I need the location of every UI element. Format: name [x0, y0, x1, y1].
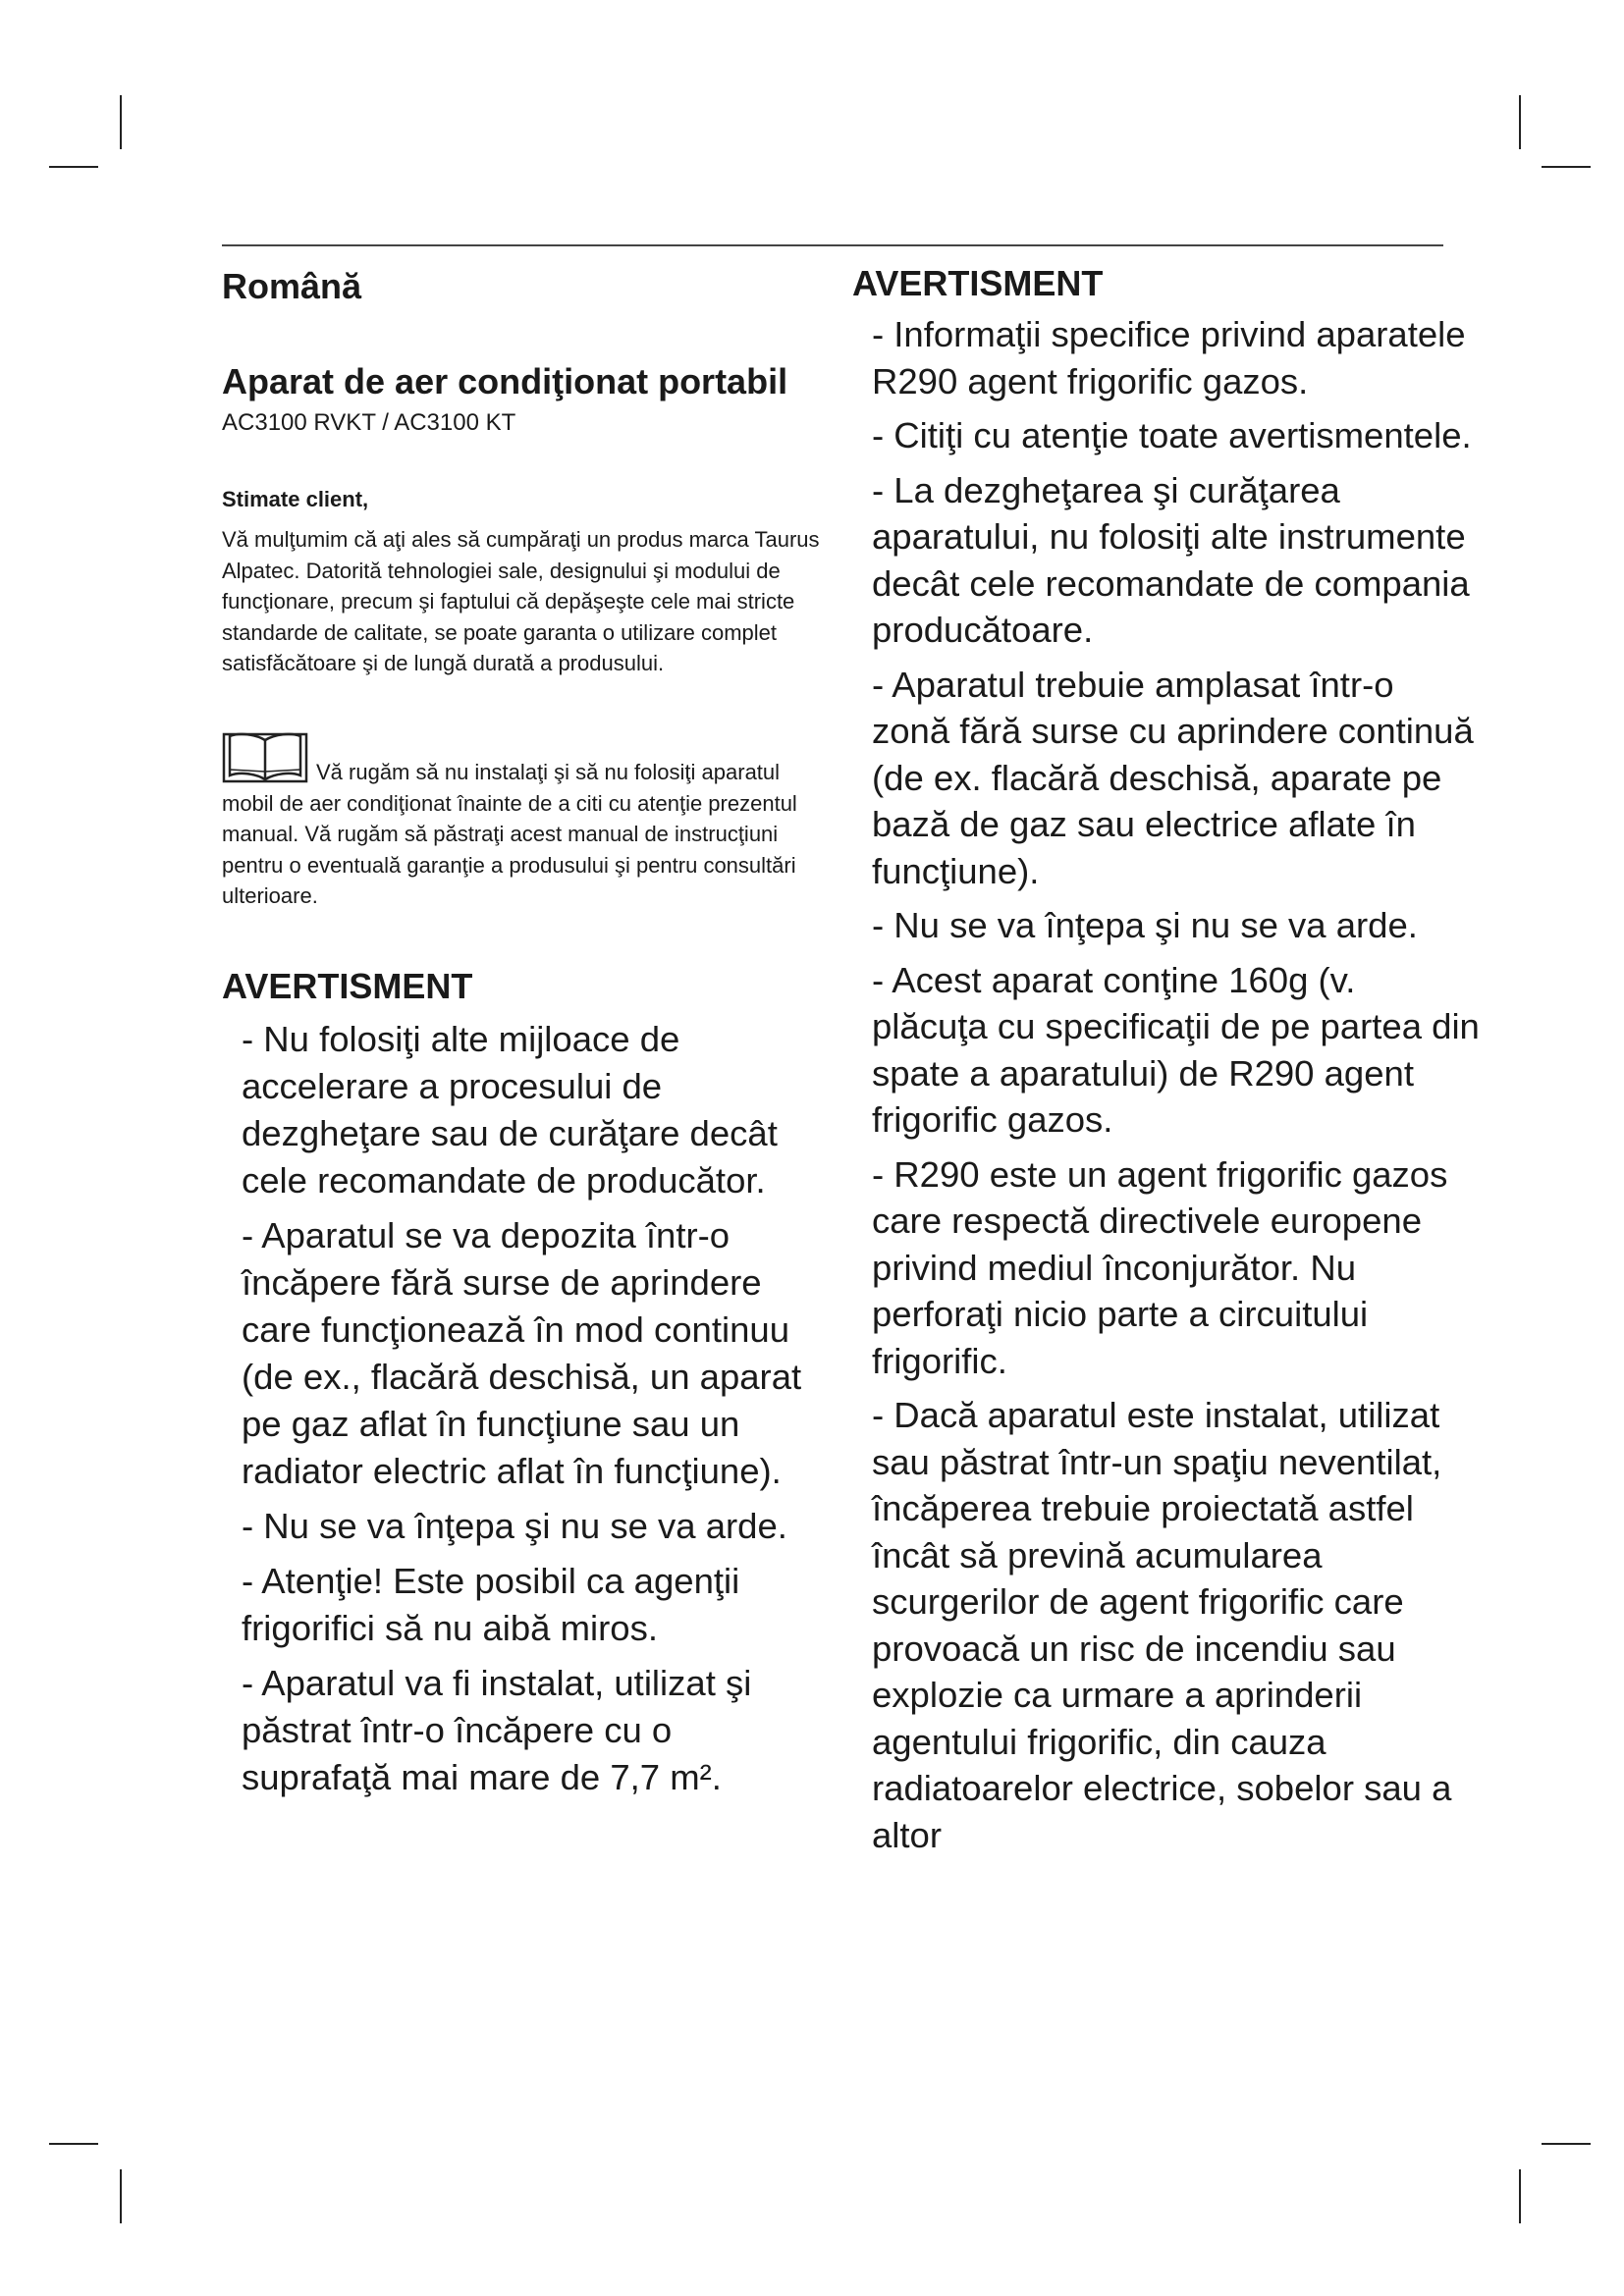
crop-mark-top-right-horizontal [1542, 166, 1591, 168]
warning-item: - Dacă aparatul este instalat, utilizat sau păstrat într-un spaţiu neventilat, încăperea trebuie proiectată astfel încât să prevină acumularea scurgerilor de agent frigorific care provoacă un risc de incendiu sau explozie ca urmare a aprinderii agentului frigorific, din cauza radiatoarelor electrice, sobelor sau a altor [872, 1395, 1452, 1855]
crop-mark-bottom-right-vertical [1519, 2169, 1521, 2223]
right-column [852, 260, 1481, 1858]
warning-item: - Citiţi cu atenţie toate avertismentele. [872, 415, 1472, 455]
language-heading: Română [222, 266, 362, 306]
crop-mark-top-left-horizontal [49, 166, 98, 168]
manual-note-text: Vă rugăm să nu instalaţi şi să nu folosiţi aparatul mobil de aer condiţionat înainte de a citi cu atenţie prezentul manual. Vă rugăm să păstraţi acest manual de instrucţiuni pentru o eventuală garanţie a produsului şi pentru consultări ulterioare. [222, 759, 797, 909]
warning-item: - Aparatul va fi instalat, utilizat şi păstrat într-o încăpere cu o suprafaţă mai mare de 7,7 m². [242, 1662, 752, 1797]
crop-mark-bottom-left-horizontal [49, 2143, 98, 2145]
warning-item: - Acest aparat conţine 160g (v. plăcuţa cu specificaţii de pe partea din spate a aparatului) de R290 agent frigorific gazos. [872, 959, 1480, 1140]
warning-item: - Aparatul se va depozita într-o încăpere fără surse de aprindere care funcţionează în mod continuu (de ex., flacără deschisă, un aparat pe gaz aflat în funcţiune sau un radiator electric aflat în funcţiune). [242, 1214, 802, 1491]
crop-mark-top-left-vertical [120, 95, 122, 149]
crop-mark-bottom-left-vertical [120, 2169, 122, 2223]
intro-paragraph: Vă mulţumim că aţi ales să cumpăraţi un produs marca Taurus Alpatec. Datorită tehnologiei sale, designului şi modului de funcţionare, precum şi faptului că depăşeşte cele mai stricte standarde de calitate, se poate garanta o utilizare complet satisfăcătoare şi de lungă durată a produsului. [222, 527, 820, 676]
warning-item: - Nu se va înţepa şi nu se va arde. [872, 905, 1418, 945]
crop-mark-top-right-vertical [1519, 95, 1521, 149]
left-column [222, 263, 821, 1801]
warning-item: - Informaţii specifice privind aparatele R290 agent frigorific gazos. [872, 314, 1466, 401]
warning-heading-left: AVERTISMENT [222, 965, 473, 1006]
greeting: Stimate client, [222, 487, 369, 511]
crop-mark-bottom-right-horizontal [1542, 2143, 1591, 2145]
warning-item: - Nu se va înţepa şi nu se va arde. [242, 1505, 787, 1546]
open-book-icon [222, 726, 308, 783]
product-title: Aparat de aer condiţionat portabil [222, 361, 788, 401]
model-numbers: AC3100 RVKT / AC3100 KT [222, 409, 516, 436]
warning-item: - Atenţie! Este posibil ca agenţii frigorifici să nu aibă miros. [242, 1560, 740, 1648]
top-rule [222, 244, 1443, 246]
warning-heading-right: AVERTISMENT [852, 263, 1104, 303]
warning-item: - La dezgheţarea şi curăţarea aparatului, nu folosiţi alte instrumente decât cele recomandate de compania producătoare. [872, 469, 1470, 650]
warning-item: - Aparatul trebuie amplasat într-o zonă fără surse cu aprindere continuă (de ex. flacără deschisă, aparate pe bază de gaz sau electrice aflate în funcţiune). [872, 664, 1474, 891]
warning-item: - R290 este un agent frigorific gazos care respectă directivele europene privind mediul înconjurător. Nu perforaţi nicio parte a circuitului frigorific. [872, 1153, 1448, 1381]
manual-note [222, 726, 821, 912]
warning-item: - Nu folosiţi alte mijloace de accelerare a procesului de dezgheţare sau de curăţare decât cele recomandate de producător. [242, 1018, 778, 1201]
